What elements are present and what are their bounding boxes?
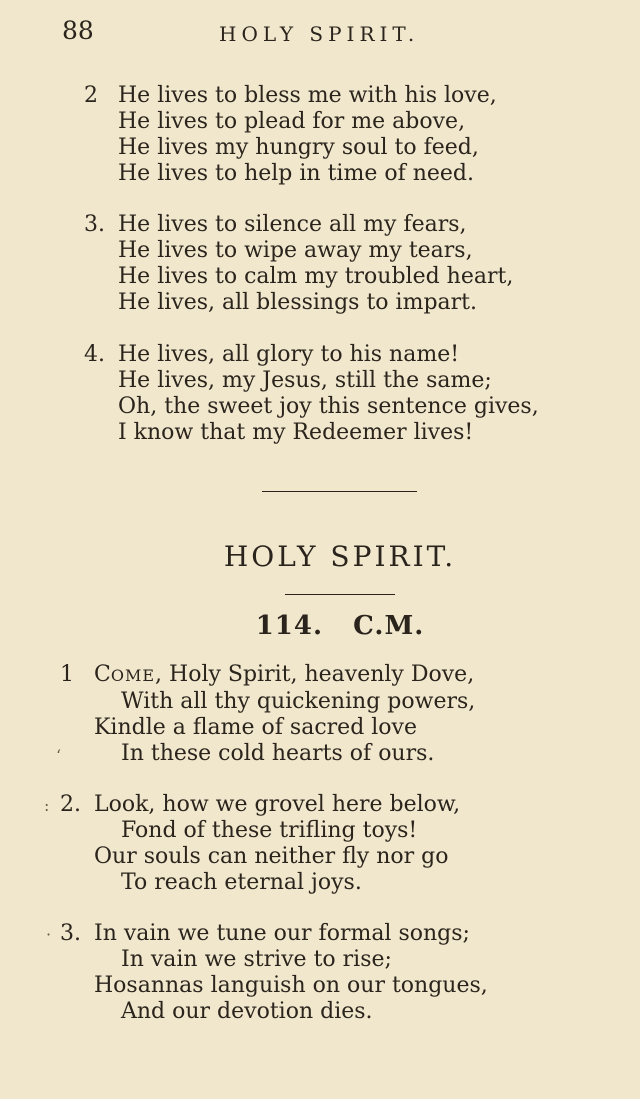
page-number: 88 xyxy=(62,16,94,45)
stanza-number: 2 xyxy=(84,83,98,108)
stanza-line: He lives to wipe away my tears, xyxy=(118,238,473,263)
print-speck: : xyxy=(44,796,50,815)
stanza-line: He lives to calm my troubled heart, xyxy=(118,264,514,289)
stanza-number: 2. xyxy=(60,792,81,817)
stanza-line: Fond of these trifling toys! xyxy=(121,818,418,843)
stanza-line: 2 He lives to bless me with his love, xyxy=(84,83,497,108)
print-speck: · xyxy=(46,925,52,944)
stanza-number: 3. xyxy=(60,921,81,946)
stanza-line: 3. In vain we tune our formal songs; xyxy=(60,921,470,946)
stanza-number: 1 xyxy=(60,662,74,687)
prev-stanza-3 xyxy=(84,212,513,316)
stanza-line: 2. Look, how we grovel here below, xyxy=(60,792,461,817)
running-title: HOLY SPIRIT. xyxy=(219,22,420,46)
stanza-line: To reach eternal joys. xyxy=(121,870,362,895)
stanza-number: 3. xyxy=(84,212,105,237)
print-speck: ‘ xyxy=(56,746,62,765)
divider-rule xyxy=(262,491,417,492)
stanza-line: He lives, all blessings to impart. xyxy=(118,290,477,315)
stanza-line: Hosannas languish on our tongues, xyxy=(94,973,488,998)
stanza-line: And our devotion dies. xyxy=(121,999,373,1024)
prev-stanza-4 xyxy=(84,342,539,446)
stanza-line: With all thy quickening powers, xyxy=(121,689,476,714)
section-title: HOLY SPIRIT. xyxy=(223,540,457,573)
stanza-line: I know that my Redeemer lives! xyxy=(118,420,474,445)
hymn-meter: C.M. xyxy=(353,611,425,641)
stanza-line: 4. He lives, all glory to his name! xyxy=(84,342,460,367)
stanza-line: In vain we strive to rise; xyxy=(121,947,392,972)
stanza-line: In these cold hearts of ours. xyxy=(121,741,435,766)
stanza-line: He lives to plead for me above, xyxy=(118,109,466,134)
divider-rule-short xyxy=(285,594,395,595)
stanza-line: Oh, the sweet joy this sentence gives, xyxy=(118,394,539,419)
stanza-number: 4. xyxy=(84,342,105,367)
running-head xyxy=(62,16,640,50)
stanza-line: Kindle a flame of sacred love xyxy=(94,715,417,740)
stanza-line: He lives, my Jesus, still the same; xyxy=(118,368,492,393)
stanza-line: 3. He lives to silence all my fears, xyxy=(84,212,467,237)
stanza-line: 1 COME, Holy Spirit, heavenly Dove, xyxy=(60,662,475,687)
prev-stanza-2 xyxy=(84,83,497,187)
hymn-stanza-3 xyxy=(60,921,488,1025)
stanza-line: He lives to help in time of need. xyxy=(118,161,474,186)
hymn-stanza-1 xyxy=(60,662,475,767)
hymn-number: 114. xyxy=(255,611,324,641)
stanza-line: Our souls can neither fly nor go xyxy=(94,844,449,869)
hymn-stanza-2 xyxy=(60,792,460,896)
hymn-heading xyxy=(0,611,640,641)
stanza-line: He lives my hungry soul to feed, xyxy=(118,135,479,160)
